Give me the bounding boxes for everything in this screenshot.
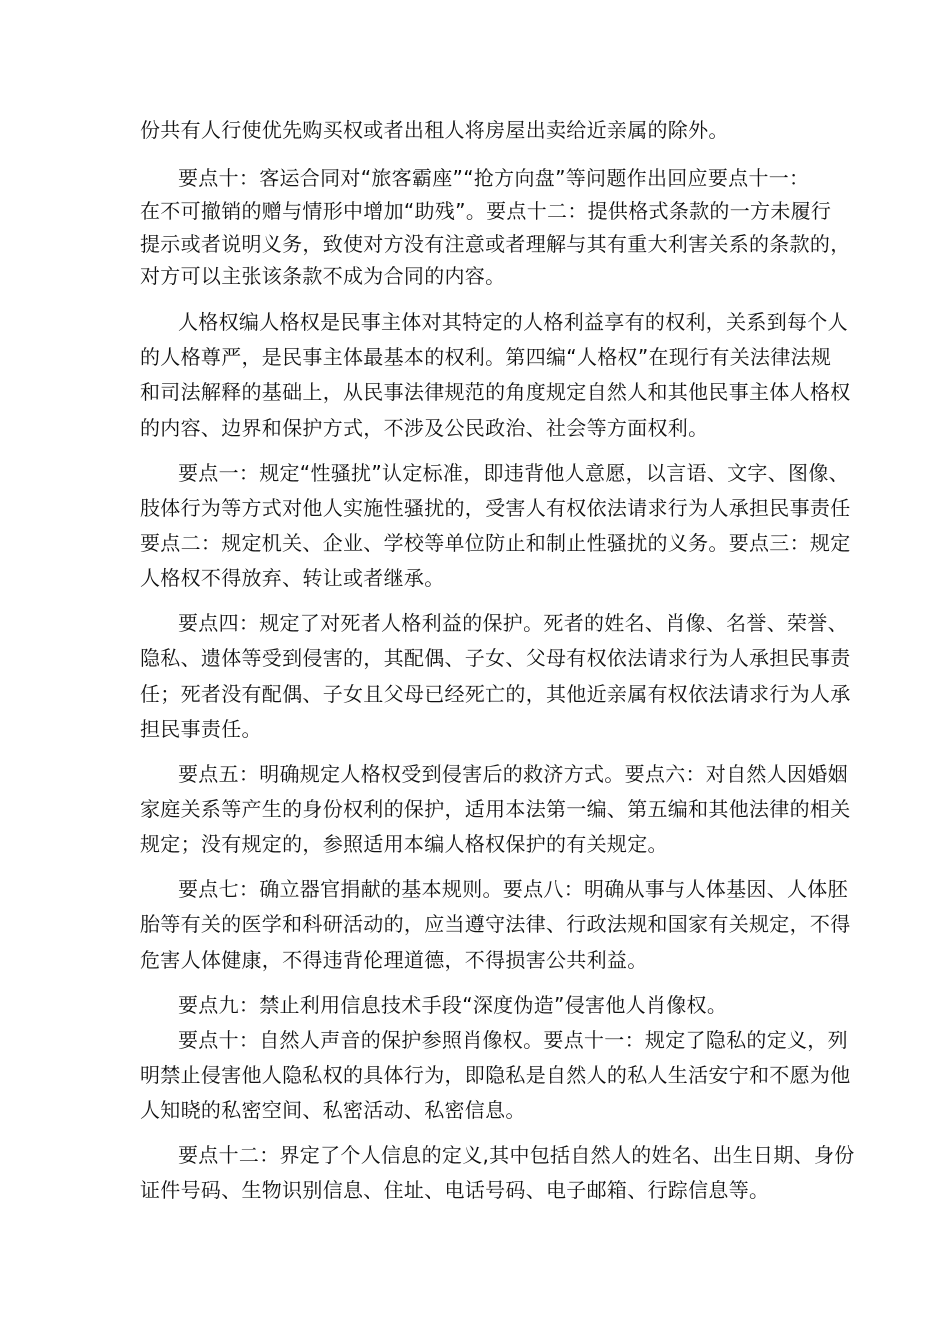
- text-line: 要点九：禁止利用信息技术手段“深度伪造”侵害他人肖像权。: [178, 993, 728, 1017]
- text-line: 要点七：确立器官捐献的基本规则。要点八：明确从事与人体基因、人体胚: [178, 877, 848, 901]
- text-line: 隐私、遗体等受到侵害的，其配偶、子女、父母有权依法请求行为人承担民事责: [140, 646, 851, 670]
- text-line: 胎等有关的医学和科研活动的，应当遵守法律、行政法规和国家有关规定，不得: [140, 912, 851, 936]
- text-line: 要点十：客运合同对“旅客霸座”“抢方向盘”等问题作出回应要点十一：: [178, 166, 810, 190]
- text-line: 的人格尊严，是民事主体最基本的权利。第四编“人格权”在现行有关法律法规: [140, 345, 832, 369]
- text-line: 份共有人行使优先购买权或者出租人将房屋出卖给近亲属的除外。: [140, 118, 729, 142]
- text-line: 危害人体健康，不得违背伦理道德，不得损害公共利益。: [140, 948, 648, 972]
- text-line: 肢体行为等方式对他人实施性骚扰的，受害人有权依法请求行为人承担民事责任: [140, 496, 851, 520]
- text-line: 在不可撤销的赠与情形中增加“助残”。要点十二：提供格式条款的一方未履行: [140, 199, 832, 223]
- text-line: 任；死者没有配偶、子女且父母已经死亡的，其他近亲属有权依法请求行为人承: [140, 682, 851, 706]
- text-line: 担民事责任。: [140, 717, 262, 741]
- text-line: 证件号码、生物识别信息、住址、电话号码、电子邮箱、行踪信息等。: [140, 1178, 770, 1202]
- text-line: 要点十：自然人声音的保护参照肖像权。要点十一：规定了隐私的定义，列: [178, 1028, 848, 1052]
- text-line: 人格权不得放弃、转让或者继承。: [140, 566, 445, 590]
- text-line: 要点四：规定了对死者人格利益的保护。死者的姓名、肖像、名誉、荣誉、: [178, 611, 848, 635]
- text-line: 家庭关系等产生的身份权利的保护，适用本法第一编、第五编和其他法律的相关: [140, 797, 851, 821]
- text-line: 明禁止侵害他人隐私权的具体行为，即隐私是自然人的私人生活安宁和不愿为他: [140, 1063, 851, 1087]
- text-line: 人格权编人格权是民事主体对其特定的人格利益享有的权利，关系到每个人: [178, 310, 848, 334]
- text-line: 对方可以主张该条款不成为合同的内容。: [140, 264, 506, 288]
- text-line: 要点十二：界定了个人信息的定义,其中包括自然人的姓名、出生日期、身份: [178, 1143, 855, 1167]
- text-line: 规定；没有规定的，参照适用本编人格权保护的有关规定。: [140, 832, 668, 856]
- text-line: 要点一：规定“性骚扰”认定标准，即违背他人意愿，以言语、文字、图像、: [178, 461, 849, 485]
- text-line: 的内容、边界和保护方式，不涉及公民政治、社会等方面权利。: [140, 416, 709, 440]
- text-line: 提示或者说明义务，致使对方没有注意或者理解与其有重大利害关系的条款的，: [140, 232, 851, 256]
- text-line: 和司法解释的基础上，从民事法律规范的角度规定自然人和其他民事主体人格权: [140, 380, 851, 404]
- text-line: 要点二：规定机关、企业、学校等单位防止和制止性骚扰的义务。要点三：规定: [140, 531, 851, 555]
- text-line: 要点五：明确规定人格权受到侵害后的救济方式。要点六：对自然人因婚姻: [178, 762, 848, 786]
- text-line: 人知晓的私密空间、私密活动、私密信息。: [140, 1098, 526, 1122]
